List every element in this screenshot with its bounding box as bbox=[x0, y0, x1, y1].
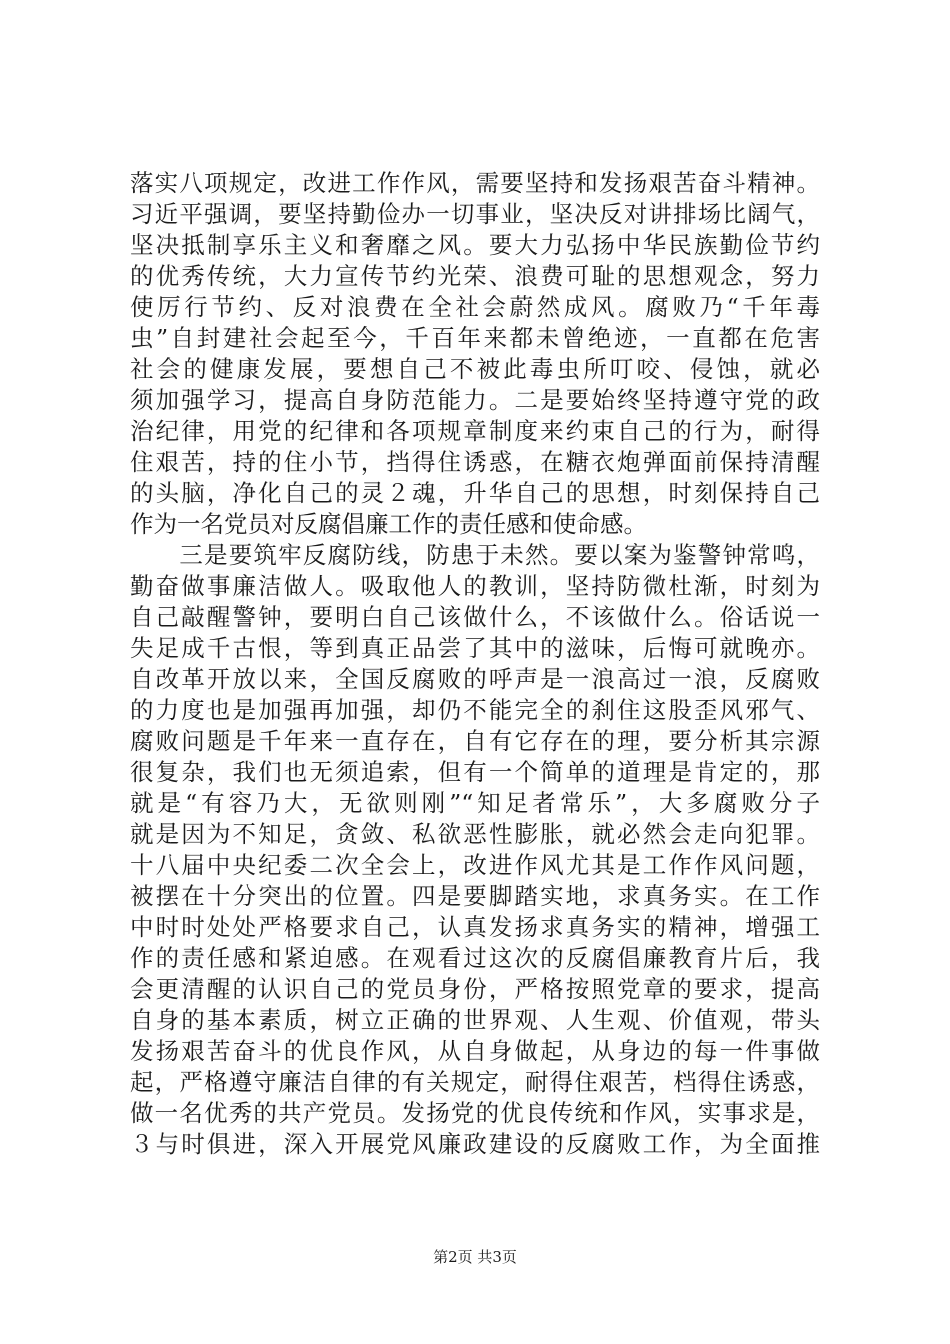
text-line: 中时时处处严格要求自己，认真发扬求真务实的精神，增强工 bbox=[130, 913, 820, 941]
text-line: 很复杂，我们也无须追索，但有一个简单的道理是肯定的，那 bbox=[130, 758, 820, 786]
text-line: 自改革开放以来，全国反腐败的呼声是一浪高过一浪，反腐败 bbox=[130, 665, 820, 693]
paragraph-end-line: 作为一名党员对反腐倡廉工作的责任感和使命感。 bbox=[130, 510, 647, 538]
text-line: 腐败问题是千年来一直存在，自有它存在的理，要分析其宗源 bbox=[130, 727, 820, 755]
text-line: 自身的基本素质，树立正确的世界观、人生观、价值观，带头 bbox=[130, 1006, 820, 1034]
document-body bbox=[130, 168, 820, 1160]
text-line: 就是因为不知足，贪敛、私欲恶性膨胀，就必然会走向犯罪。 bbox=[130, 820, 820, 848]
text-line: 做一名优秀的共产党员。发扬党的优良传统和作风，实事求是， bbox=[130, 1099, 820, 1127]
text-line: 落实八项规定，改进工作作风，需要坚持和发扬艰苦奋斗精神。 bbox=[130, 169, 820, 197]
text-line: 十八届中央纪委二次全会上，改进作风尤其是工作作风问题， bbox=[130, 851, 820, 879]
text-line: ３与时俱进，深入开展党风廉政建设的反腐败工作，为全面推 bbox=[130, 1130, 820, 1158]
text-line: 起，严格遵守廉洁自律的有关规定，耐得住艰苦，档得住诱惑， bbox=[130, 1068, 820, 1096]
text-line: 勤奋做事廉洁做人。吸取他人的教训，坚持防微杜渐，时刻为 bbox=[130, 572, 820, 600]
text-line: 作的责任感和紧迫感。在观看过这次的反腐倡廉教育片后，我 bbox=[130, 944, 820, 972]
text-line: 坚决抵制享乐主义和奢靡之风。要大力弘扬中华民族勤俭节约 bbox=[130, 231, 820, 259]
text-line: 的头脑，净化自己的灵２魂，升华自己的思想，时刻保持自己 bbox=[130, 479, 820, 507]
text-line: 的优秀传统，大力宣传节约光荣、浪费可耻的思想观念，努力 bbox=[130, 262, 820, 290]
text-line: 就是“有容乃大，无欲则刚”“知足者常乐”，大多腐败分子 bbox=[130, 789, 820, 817]
text-line: 的力度也是加强再加强，却仍不能完全的刹住这股歪风邪气、 bbox=[130, 696, 820, 724]
text-line: 失足成千古恨，等到真正品尝了其中的滋味，后悔可就晚亦。 bbox=[130, 634, 820, 662]
text-line: 虫”自封建社会起至今，千百年来都未曾绝迹，一直都在危害 bbox=[130, 324, 820, 352]
text-line: 治纪律，用党的纪律和各项规章制度来约束自己的行为，耐得 bbox=[130, 417, 820, 445]
text-line: 须加强学习，提高自身防范能力。二是要始终坚持遵守党的政 bbox=[130, 386, 820, 414]
text-line: 使厉行节约、反对浪费在全社会蔚然成风。腐败乃“千年毒 bbox=[130, 293, 820, 321]
text-line: 发扬艰苦奋斗的优良作风，从自身做起，从身边的每一件事做 bbox=[130, 1037, 820, 1065]
text-line: 住艰苦，持的住小节，挡得住诱惑，在糖衣炮弹面前保持清醒 bbox=[130, 448, 820, 476]
text-line: 习近平强调，要坚持勤俭办一切事业，坚决反对讲排场比阔气， bbox=[130, 200, 820, 228]
text-line: 社会的健康发展，要想自己不被此毒虫所叮咬、侵蚀，就必 bbox=[130, 355, 820, 383]
page-footer: 第2页 共3页 bbox=[433, 1248, 517, 1266]
text-line: 被摆在十分突出的位置。四是要脚踏实地，求真务实。在工作 bbox=[130, 882, 820, 910]
text-line: 会更清醒的认识自己的党员身份，严格按照党章的要求，提高 bbox=[130, 975, 820, 1003]
paragraph-start-line: 三是要筑牢反腐防线，防患于未然。要以案为鉴警钟常鸣， bbox=[130, 541, 820, 569]
text-line: 自己敲醒警钟，要明白自己该做什么，不该做什么。俗话说一 bbox=[130, 603, 820, 631]
